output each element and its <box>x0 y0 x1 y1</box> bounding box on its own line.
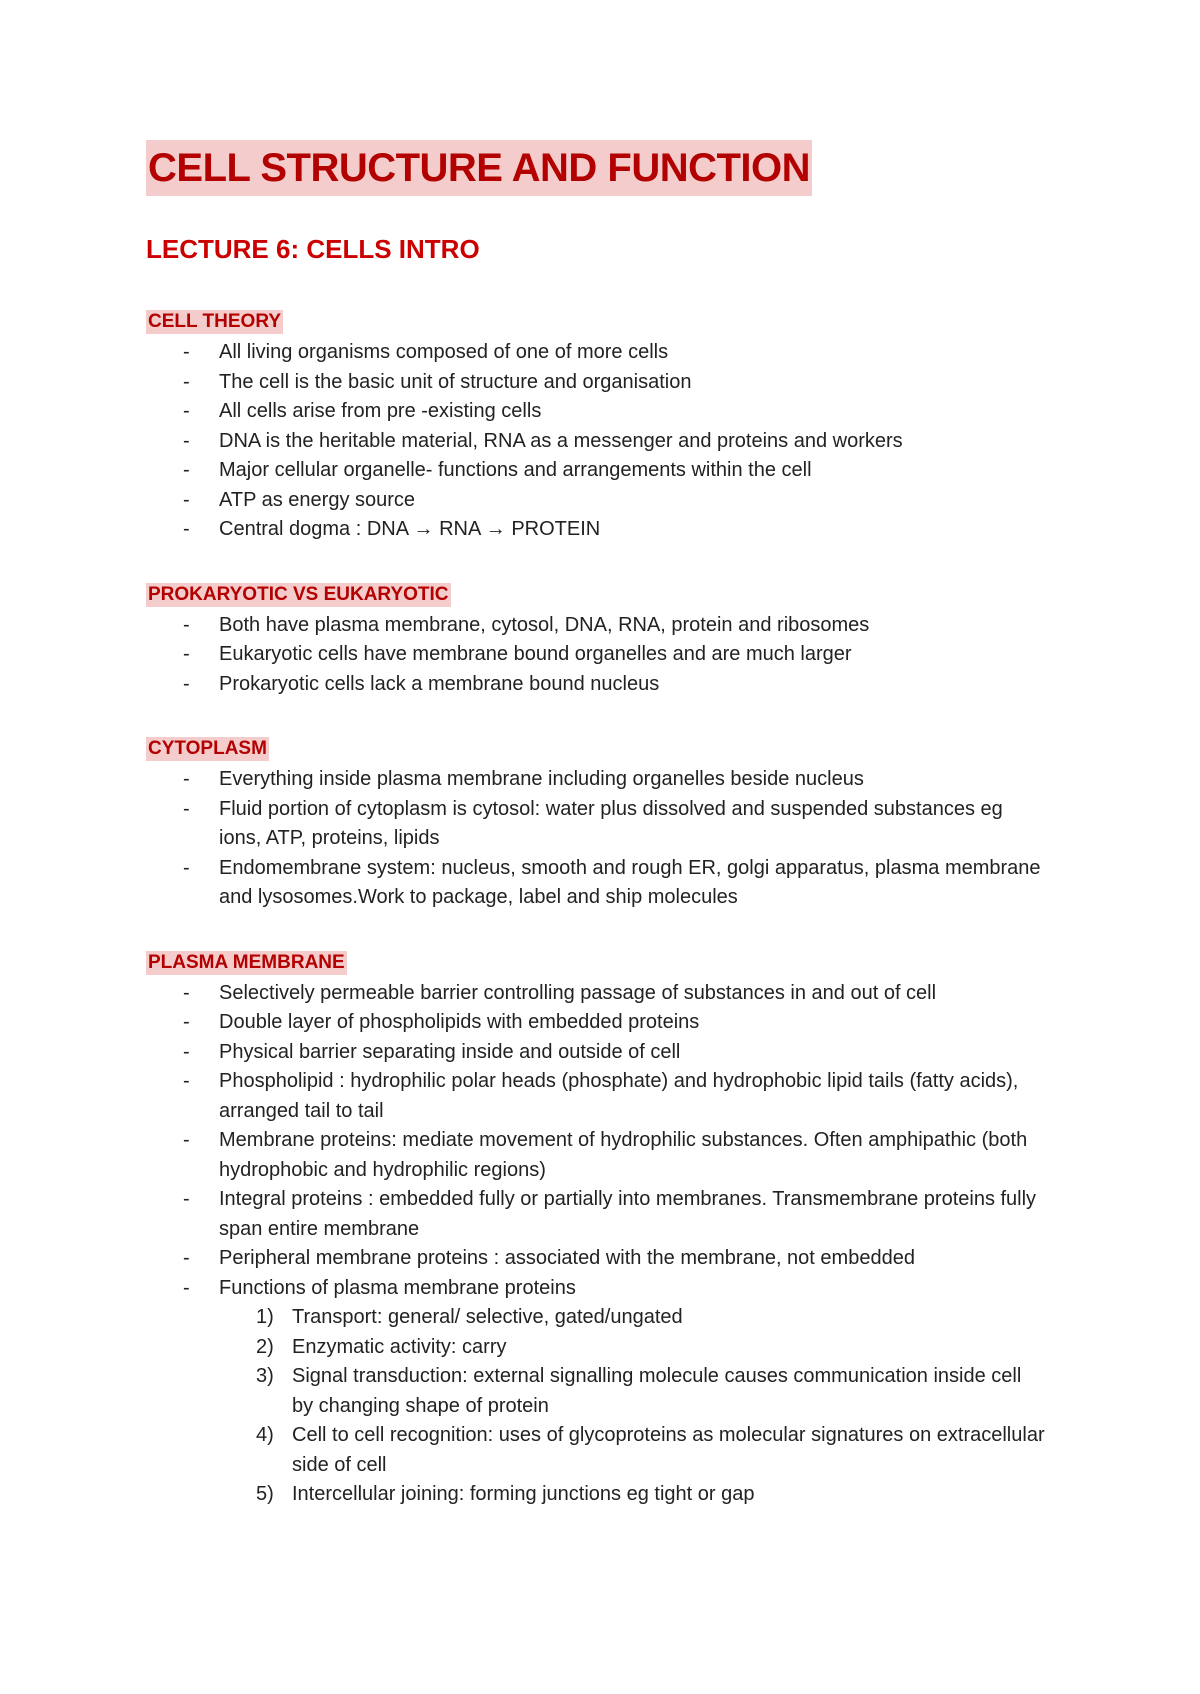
document-page <box>146 140 1046 1510</box>
list-item: - Prokaryotic cells lack a membrane bound nucleus <box>146 670 1046 700</box>
list-item: - Integral proteins : embedded fully or partially into membranes. Transmembrane proteins fully span entire membrane <box>146 1185 1046 1244</box>
item-text: Transport: general/ selective, gated/ungated <box>292 1306 683 1328</box>
item-number: 4) <box>256 1424 274 1446</box>
bullet-list <box>146 979 1046 1304</box>
section-prokaryotic-vs-eukaryotic <box>146 583 1046 700</box>
item-number: 2) <box>256 1335 274 1358</box>
section-heading: CYTOPLASM <box>148 738 267 759</box>
bullet-list <box>146 611 1046 700</box>
item-number: 1) <box>256 1306 274 1328</box>
bullet-list <box>146 338 1046 545</box>
numbered-item <box>146 1480 1046 1510</box>
list-item: - Physical barrier separating inside and outside of cell <box>146 1038 1046 1068</box>
list-item: - Peripheral membrane proteins : associated with the membrane, not embedded <box>146 1244 1046 1274</box>
item-text: Enzymatic activity: carry <box>292 1335 507 1358</box>
section-cell-theory <box>146 310 1046 545</box>
list-item: - ATP as energy source <box>146 486 1046 516</box>
list-item: - Both have plasma membrane, cytosol, DNA, RNA, protein and ribosomes <box>146 611 1046 641</box>
numbered-item <box>146 1303 1046 1333</box>
numbered-item <box>146 1362 1046 1421</box>
item-number: 5) <box>256 1483 274 1505</box>
list-item: - Membrane proteins: mediate movement of hydrophilic substances. Often amphipathic (both hydrophobic and hydrophilic regions) <box>146 1126 1046 1185</box>
list-item: - Selectively permeable barrier controlling passage of substances in and out of cell <box>146 979 1046 1009</box>
list-item: - Double layer of phospholipids with embedded proteins <box>146 1008 1046 1038</box>
numbered-item <box>146 1421 1046 1480</box>
item-number: 3) <box>256 1365 274 1387</box>
item-text: Cell to cell recognition: uses of glycoproteins as molecular signatures on extracellular side of cell <box>292 1424 1045 1476</box>
list-item: - Everything inside plasma membrane including organelles beside nucleus <box>146 765 1046 795</box>
list-item: - Major cellular organelle- functions and arrangements within the cell <box>146 456 1046 486</box>
list-item: - All cells arise from pre -existing cells <box>146 397 1046 427</box>
list-item: - Fluid portion of cytoplasm is cytosol: water plus dissolved and suspended substances eg ions, ATP, proteins, lipids <box>146 795 1046 854</box>
section-heading: PROKARYOTIC VS EUKARYOTIC <box>148 583 449 605</box>
numbered-item <box>146 1333 1046 1363</box>
list-item: - The cell is the basic unit of structure and organisation <box>146 368 1046 398</box>
list-item: - All living organisms composed of one of more cells <box>146 338 1046 368</box>
list-item: - Functions of plasma membrane proteins <box>146 1274 1046 1304</box>
list-item: - Endomembrane system: nucleus, smooth and rough ER, golgi apparatus, plasma membrane and lysosomes.Work to package, label and ship molecules <box>146 854 1046 913</box>
bullet-list <box>146 765 1046 913</box>
document-title: CELL STRUCTURE AND FUNCTION <box>146 140 812 196</box>
lecture-title: LECTURE 6: CELLS INTRO <box>146 234 480 264</box>
section-plasma-membrane <box>146 951 1046 1510</box>
list-item: - Eukaryotic cells have membrane bound organelles and are much larger <box>146 640 1046 670</box>
section-cytoplasm <box>146 737 1046 913</box>
section-heading: CELL THEORY <box>148 311 282 332</box>
numbered-list <box>146 1303 1046 1510</box>
section-heading: PLASMA MEMBRANE <box>148 951 345 973</box>
item-text: Signal transduction: external signalling molecule causes communication inside cell by changing shape of protein <box>292 1365 1022 1417</box>
list-item: - DNA is the heritable material, RNA as a messenger and proteins and workers <box>146 427 1046 457</box>
item-text: Intercellular joining: forming junctions eg tight or gap <box>292 1483 755 1505</box>
list-item: - Phospholipid : hydrophilic polar heads (phosphate) and hydrophobic lipid tails (fatty acids), arranged tail to tail <box>146 1067 1046 1126</box>
list-item: - Central dogma : DNA → RNA → PROTEIN <box>146 515 1046 545</box>
